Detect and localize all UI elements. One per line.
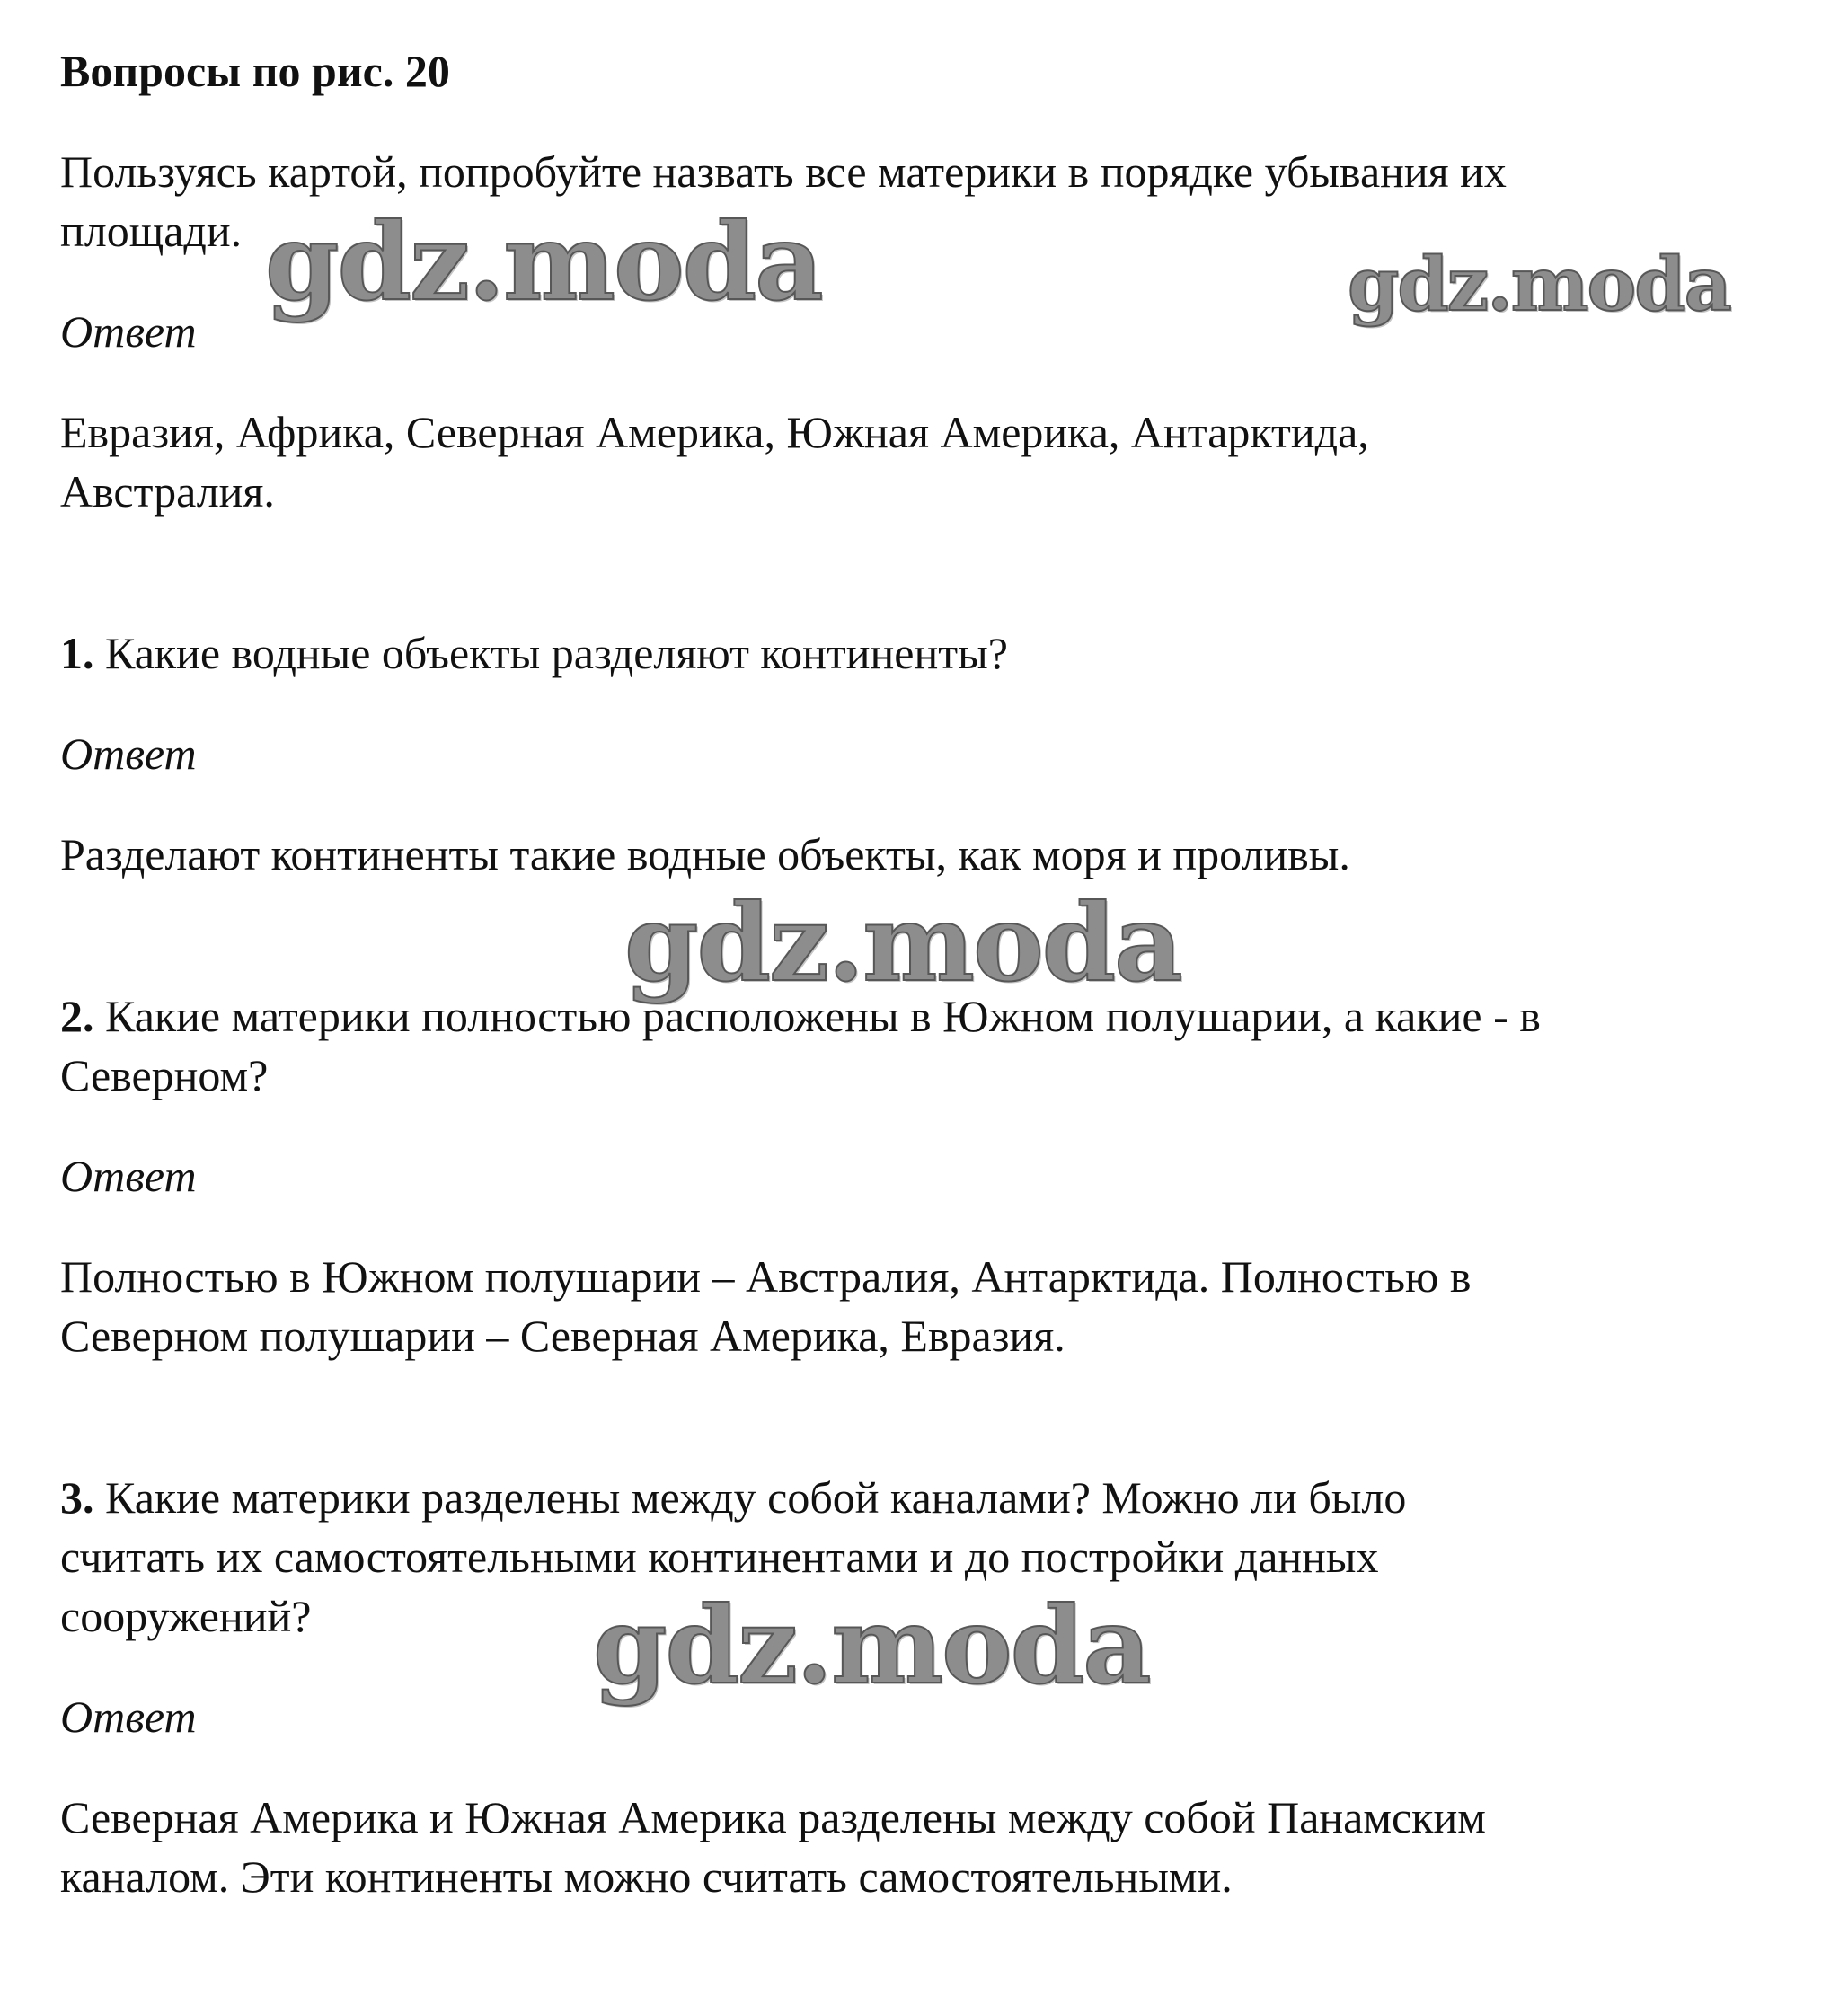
page-title: Вопросы по рис. 20 <box>60 46 450 96</box>
question-2-answer-line-1: Полностью в Южном полушарии – Австралия, Антарктида. Полностью в <box>60 1251 1472 1302</box>
question-3-line-3: сооружений? <box>60 1591 312 1641</box>
question-2-answer-line-2: Северном полушарии – Северная Америка, Евразия. <box>60 1311 1065 1361</box>
watermark-logo: gdz.moda <box>593 1583 1150 1708</box>
question-1-answer-label: Ответ <box>60 729 197 779</box>
intro-answer-line-2: Австралия. <box>60 466 275 517</box>
intro-answer-label: Ответ <box>60 306 197 357</box>
intro-question-line-1: Пользуясь картой, попробуйте назвать все материки в порядке убывания их <box>60 146 1507 197</box>
watermark-logo: gdz.moda <box>265 199 822 324</box>
question-2-answer-label: Ответ <box>60 1151 197 1201</box>
watermark-logo: gdz.moda <box>1348 242 1730 328</box>
question-1 <box>60 623 1008 683</box>
question-2-line-2: Северном? <box>60 1050 269 1100</box>
question-3-line-2: считать их самостоятельными континентами и до постройки данных <box>60 1532 1379 1582</box>
question-1-answer-line-1: Разделают континенты такие водные объекты, как моря и проливы. <box>60 829 1350 879</box>
question-3-line-1 <box>60 1468 1406 1527</box>
question-3-answer-line-1: Северная Америка и Южная Америка разделены между собой Панамским <box>60 1792 1486 1842</box>
question-1-number: 1. <box>60 628 94 678</box>
watermark-logo: gdz.moda <box>624 880 1181 1005</box>
intro-question-line-2: площади. <box>60 206 243 256</box>
question-3-number: 3. <box>60 1472 94 1523</box>
intro-answer-line-1: Евразия, Африка, Северная Америка, Южная Америка, Антарктида, <box>60 407 1369 457</box>
question-3-answer-line-2: каналом. Эти континенты можно считать самостоятельными. <box>60 1851 1233 1902</box>
question-2-text: Какие материки полностью расположены в Южном полушарии, а какие - в <box>105 991 1541 1041</box>
question-3-text: Какие материки разделены между собой каналами? Можно ли было <box>105 1472 1407 1523</box>
question-3-answer-label: Ответ <box>60 1692 197 1742</box>
question-1-text: Какие водные объекты разделяют континенты? <box>105 628 1008 678</box>
question-2-number: 2. <box>60 991 94 1041</box>
